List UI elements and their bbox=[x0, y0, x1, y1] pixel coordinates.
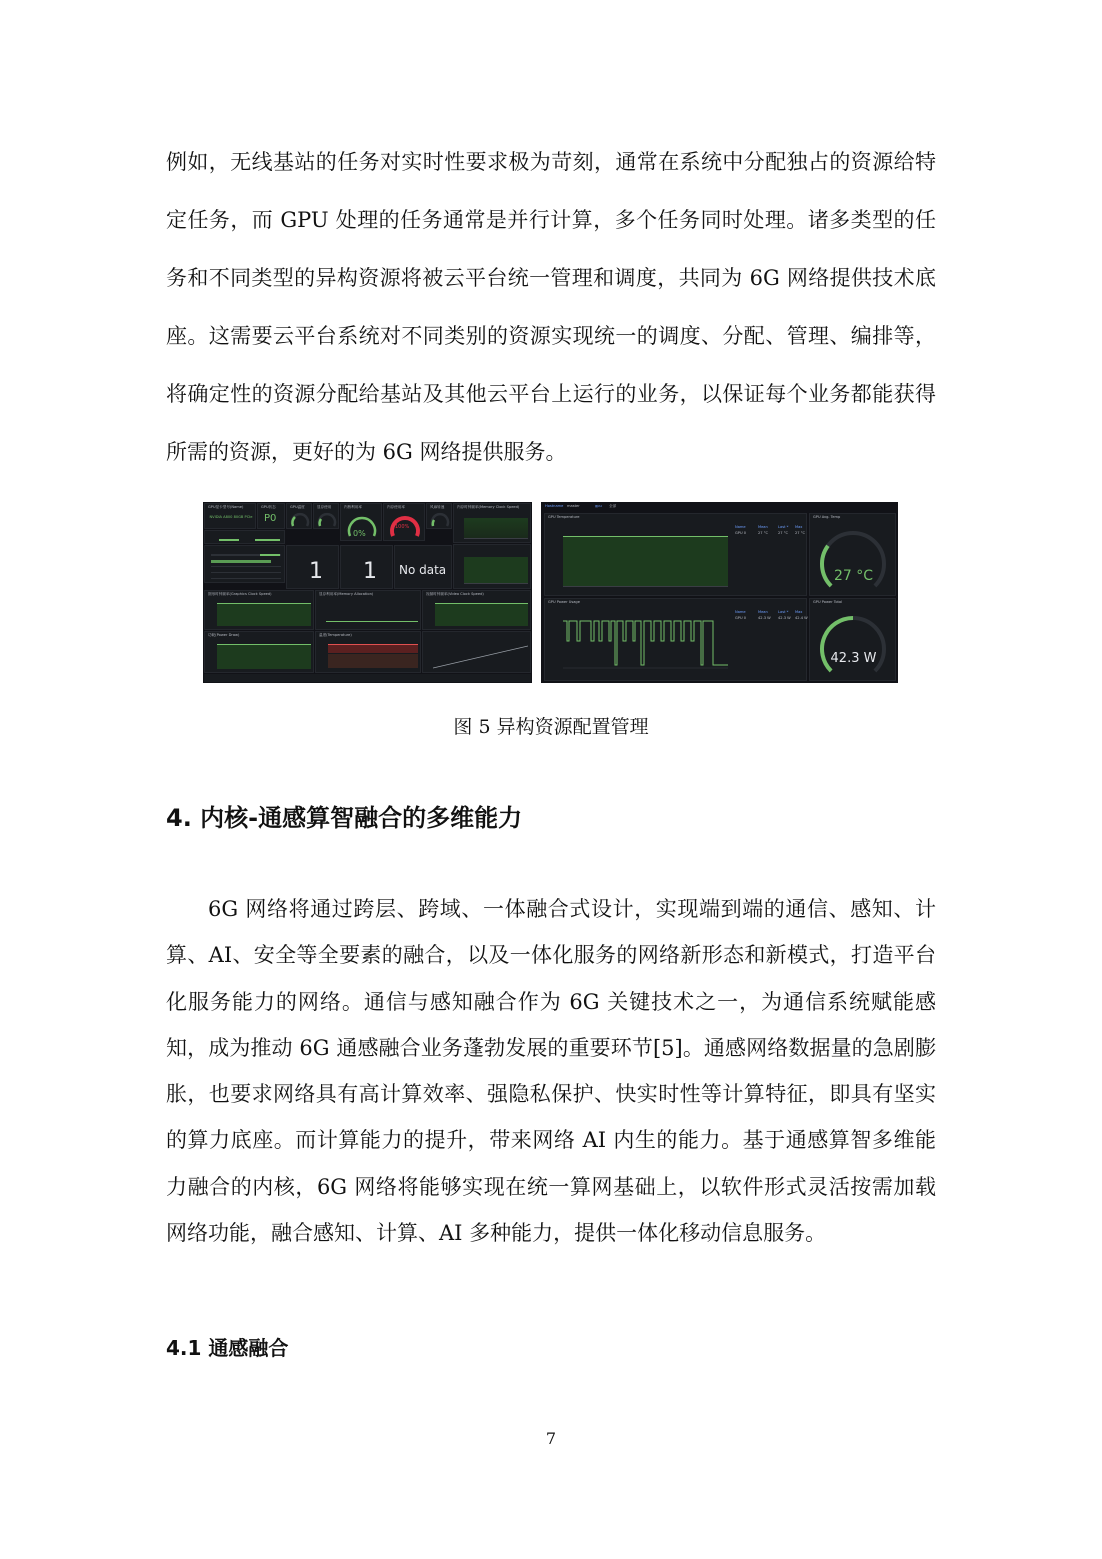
panel-clock-2 bbox=[453, 544, 531, 589]
dashboard-footer bbox=[204, 674, 531, 682]
topbar-all: 全部 bbox=[609, 504, 617, 508]
panel-power bbox=[204, 631, 314, 673]
panel-title: 内核利用率 bbox=[344, 505, 362, 509]
fan-mini-gauge bbox=[430, 512, 450, 528]
legend-name-header: Name bbox=[735, 525, 746, 529]
panel-avg-temp bbox=[809, 513, 896, 596]
panel-title: GPU Power Usage bbox=[548, 600, 580, 604]
power-total-gauge bbox=[815, 611, 891, 679]
panel-title: 内存使用率 bbox=[387, 505, 405, 509]
topbar-gpu: gpu bbox=[595, 504, 602, 508]
panel-title: 图形时钟频率(Graphics Clock Speed) bbox=[208, 592, 272, 596]
gpu-model: NVIDIA A800 80GB PCIe bbox=[209, 515, 253, 519]
trend-line bbox=[433, 642, 528, 670]
panel-gpu-state bbox=[257, 503, 285, 529]
panel-gpu-power bbox=[544, 598, 807, 681]
gpu-state: P0 bbox=[264, 513, 277, 524]
gpu-monitor-screenshot bbox=[541, 502, 898, 683]
temp-area bbox=[563, 536, 728, 587]
panel-temperature bbox=[315, 631, 421, 673]
core-util-value: 0% bbox=[353, 529, 366, 538]
panel-title: 风扇转速 bbox=[430, 505, 445, 509]
legend-last-header: Last * bbox=[778, 525, 789, 529]
count-a-value: 1 bbox=[309, 559, 323, 584]
panel-title: GPU状态 bbox=[261, 505, 276, 509]
legend-mean-header: Mean bbox=[758, 525, 768, 529]
power-total-value: 42.3 W bbox=[830, 651, 877, 666]
panel-title: GPU Temperature bbox=[548, 515, 580, 519]
legend-last-header: Last * bbox=[778, 610, 789, 614]
legend-max: 42.4 W bbox=[795, 616, 808, 620]
gpu-dashboard-screenshot bbox=[203, 502, 532, 683]
legend-series: GPU 0 bbox=[735, 531, 747, 535]
legend-last: 42.3 W bbox=[778, 616, 791, 620]
panel-no-data bbox=[394, 545, 452, 589]
panel-video-clock bbox=[422, 590, 531, 630]
panel-title: 显存使用 bbox=[317, 505, 332, 509]
legend-max: 27 °C bbox=[795, 531, 806, 535]
panel-fan bbox=[426, 503, 452, 529]
panel-graphics-clock bbox=[204, 590, 314, 630]
legend-max-header: Max bbox=[795, 610, 803, 614]
count-b-value: 1 bbox=[363, 559, 377, 584]
legend-mean: 27 °C bbox=[758, 531, 769, 535]
panel-title: GPU Avg. Temp bbox=[813, 515, 841, 519]
legend-series: GPU 0 bbox=[735, 616, 747, 620]
paragraph-1: 例如，无线基站的任务对实时性要求极为苛刻，通常在系统中分配独占的资源给特定任务，而 GPU 处理的任务通常是并行计算，多个任务同时处理。诸多类型的任务和不同类型的异构资源将被云平台统一管理和调度，共同为 6G 网络提供技术底座。这需要云平台系统对不同类别的资源实现统一的调度、分配、管理、编排等，将确定性的资源分配给基站及其他云平台上运行的业务，以保证每个业务都能获得所需的资源，更好的为 6G 网络提供服务。 bbox=[166, 150, 936, 464]
panel-mem-usage bbox=[313, 503, 339, 529]
legend-max-header: Max bbox=[795, 525, 803, 529]
panel-title: 功耗(Power Draw) bbox=[208, 633, 240, 637]
legend-mean-header: Mean bbox=[758, 610, 768, 614]
panel-title: GPU显卡型号(Name) bbox=[208, 505, 244, 509]
panel-gpu-temp bbox=[286, 503, 312, 529]
panel-core-util bbox=[340, 503, 382, 541]
avg-temp-value: 27 °C bbox=[833, 568, 874, 584]
panel-throttle bbox=[204, 545, 285, 583]
panel-mem-alloc bbox=[315, 590, 421, 630]
subsection-heading: 4.1 通感融合 bbox=[166, 1336, 289, 1360]
panel-trend bbox=[422, 631, 531, 673]
no-data-label: No data bbox=[399, 563, 447, 577]
mem-mini-gauge bbox=[317, 512, 337, 528]
legend-mean: 42.3 W bbox=[758, 616, 771, 620]
panel-title: 温度(Temperature) bbox=[319, 633, 352, 637]
panel-title: 视频时钟频率(Video Clock Speed) bbox=[426, 592, 484, 596]
legend-name-header: Name bbox=[735, 610, 746, 614]
panel-power-total bbox=[809, 598, 896, 681]
panel-title: GPU Power Total bbox=[813, 600, 843, 604]
mem-clock-area bbox=[464, 518, 528, 539]
mem-util-value: 100% bbox=[395, 524, 410, 530]
panel-count-b bbox=[340, 545, 393, 589]
panel-title: 显存利用率(Memory Allocation) bbox=[319, 592, 374, 596]
panel-gpu-info bbox=[204, 530, 285, 544]
panel-mem-util bbox=[383, 503, 425, 541]
topbar-master: master bbox=[567, 504, 580, 508]
temp-mini-gauge bbox=[290, 512, 310, 528]
top-bar bbox=[541, 502, 898, 512]
figure-caption: 图 5 异构资源配置管理 bbox=[453, 716, 649, 738]
legend-last: 27 °C bbox=[778, 531, 789, 535]
section-heading: 4. 内核-通感算智融合的多维能力 bbox=[166, 804, 523, 832]
panel-gpu-name bbox=[204, 503, 256, 529]
page-number: 7 bbox=[545, 1429, 557, 1448]
panel-title: GPU温度 bbox=[290, 505, 305, 509]
power-line bbox=[563, 617, 728, 669]
panel-gpu-temperature bbox=[544, 513, 807, 596]
topbar-hostname: Hostname bbox=[545, 504, 564, 508]
panel-title: 内存时钟频率(Memory Clock Speed) bbox=[457, 505, 520, 509]
paragraph-2: 6G 网络将通过跨层、跨域、一体融合式设计，实现端到端的通信、感知、计算、AI、安全等全要素的融合，以及一体化服务的网络新形态和新模式，打造平台化服务能力的网络。通信与感知融合作为 6G 关键技术之一，为通信系统赋能感知，成为推动 6G 通感融合业务蓬勃发展的重要环节[5]。通感网络数据量的急剧膨胀，也要求网络具有高计算效率、强隐私保护、快实时性等计算特征，即具有坚实的算力底座。而计算能力的提升，带来网络 AI 内生的能力。基于通感算智多维能力融合的内核，6G 网络将能够实现在统一算网基础上，以软件形式灵活按需加载网络功能，融合感知、计算、AI 多种能力，提供一体化移动信息服务。 bbox=[166, 897, 936, 1246]
panel-count-a bbox=[286, 545, 339, 589]
panel-mem-clock bbox=[453, 503, 531, 543]
